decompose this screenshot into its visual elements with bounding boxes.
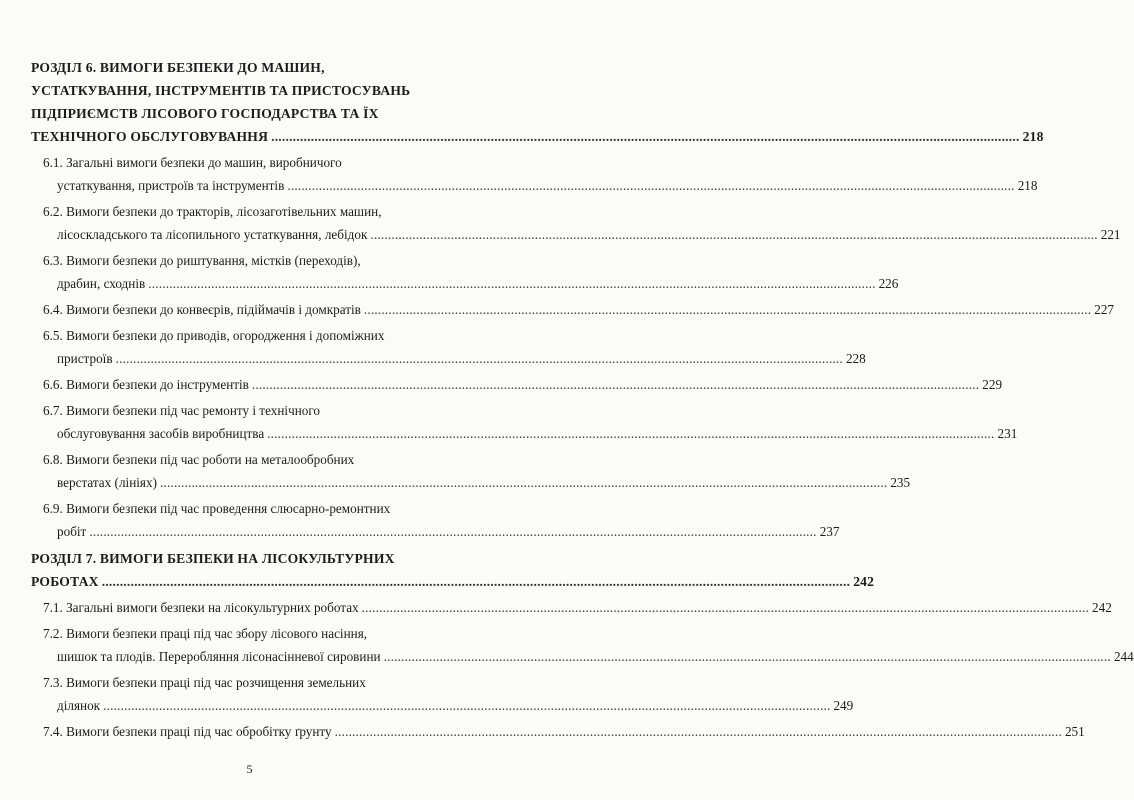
leader-dots — [102, 570, 850, 593]
leader-dots — [252, 373, 979, 396]
toc-entry-6-3[interactable]: 6.3. Вимоги безпеки до риштування, містків (переходів), драбин, сходнів ..... 226 — [31, 249, 463, 295]
section-title-line: УСТАТКУВАННЯ, ІНСТРУМЕНТІВ ТА ПРИСТОСУВАНЬ — [31, 83, 411, 98]
toc-section-7 — [31, 547, 875, 593]
leader-dots — [364, 298, 1091, 321]
page-ref: 242 — [1092, 600, 1112, 615]
leader-dots — [287, 174, 1014, 197]
toc-entry-7-3[interactable]: 7.3. Вимоги безпеки праці під час розчищення земельних ділянок ..... 249 — [31, 671, 463, 717]
page-ref: 231 — [997, 426, 1018, 441]
leader-dots — [160, 471, 887, 494]
toc-entry-7-4[interactable]: 7.4. Вимоги безпеки праці під час обробітку ґрунту ..... 251 — [31, 720, 463, 743]
page-ref: 229 — [982, 377, 1003, 392]
table-of-contents — [31, 52, 1134, 743]
toc-entry-6-9[interactable]: 6.9. Вимоги безпеки під час проведення слюсарно-ремонтних робіт ..... 237 — [31, 497, 463, 543]
page-ref: 218 — [1017, 178, 1038, 193]
section-title-last-line[interactable]: ТЕХНІЧНОГО ОБСЛУГОВУВАННЯ ..... 218 — [31, 125, 463, 148]
leader-dots — [267, 422, 994, 445]
leader-dots — [89, 520, 816, 543]
page-ref: 235 — [890, 475, 911, 490]
toc-section-6 — [31, 56, 1044, 148]
leader-dots — [335, 720, 1062, 743]
page-ref: 251 — [1064, 724, 1085, 739]
toc-entry-6-2[interactable]: 6.2. Вимоги безпеки до тракторів, лісозаготівельних машин, лісоскладського та лісопильного устаткування, лебідок ..... 221 — [31, 200, 463, 246]
leader-dots — [271, 125, 1019, 148]
toc-entry-7-2[interactable]: 7.2. Вимоги безпеки праці під час збору лісового насіння, шишок та плодів. Переробляння лісонасінневої сировини ..... 244 — [31, 622, 463, 668]
page-ref: 249 — [833, 698, 854, 713]
toc-entry-6-4[interactable]: 6.4. Вимоги безпеки до конвеєрів, підіймачів і домкратів ..... 227 — [31, 298, 463, 321]
section-title-last-line[interactable]: РОБОТАХ ..... 242 — [31, 570, 463, 593]
page-ref: 244 — [1113, 649, 1134, 664]
toc-entry-6-1[interactable]: 6.1. Загальні вимоги безпеки до машин, виробничого устаткування, пристроїв та інструментів ..... 218 — [31, 151, 463, 197]
page-ref: 227 — [1094, 302, 1115, 317]
section-title-line: РОЗДІЛ 7. ВИМОГИ БЕЗПЕКИ НА ЛІСОКУЛЬТУРНИХ — [31, 551, 395, 566]
leader-dots — [384, 645, 1111, 668]
toc-entry-7-1[interactable]: 7.1. Загальні вимоги безпеки на лісокультурних роботах ..... 242 — [31, 596, 463, 619]
page-ref: 221 — [1100, 227, 1121, 242]
page-ref: 228 — [845, 351, 866, 366]
page-ref: 226 — [878, 276, 899, 291]
page-ref: 218 — [1022, 129, 1044, 144]
section-title-line: РОЗДІЛ 6. ВИМОГИ БЕЗПЕКИ ДО МАШИН, — [31, 60, 325, 75]
page-ref: 237 — [819, 524, 840, 539]
leader-dots — [362, 596, 1089, 619]
leader-dots — [103, 694, 830, 717]
leader-dots — [370, 223, 1097, 246]
leader-dots — [116, 347, 843, 370]
page-number: 5 — [246, 762, 253, 776]
leader-dots — [148, 272, 875, 295]
page-ref: 242 — [853, 574, 875, 589]
toc-entry-6-5[interactable]: 6.5. Вимоги безпеки до приводів, огородження і допоміжних пристроїв ..... 228 — [31, 324, 463, 370]
toc-entry-6-7[interactable]: 6.7. Вимоги безпеки під час ремонту і технічного обслуговування засобів виробництва ..... 231 — [31, 399, 463, 445]
section-title-line: ПІДПРИЄМСТВ ЛІСОВОГО ГОСПОДАРСТВА ТА ЇХ — [31, 106, 379, 121]
toc-entry-6-6[interactable]: 6.6. Вимоги безпеки до інструментів ..... 229 — [31, 373, 463, 396]
toc-entry-6-8[interactable]: 6.8. Вимоги безпеки під час роботи на металообробних верстатах (лініях) ..... 235 — [31, 448, 463, 494]
